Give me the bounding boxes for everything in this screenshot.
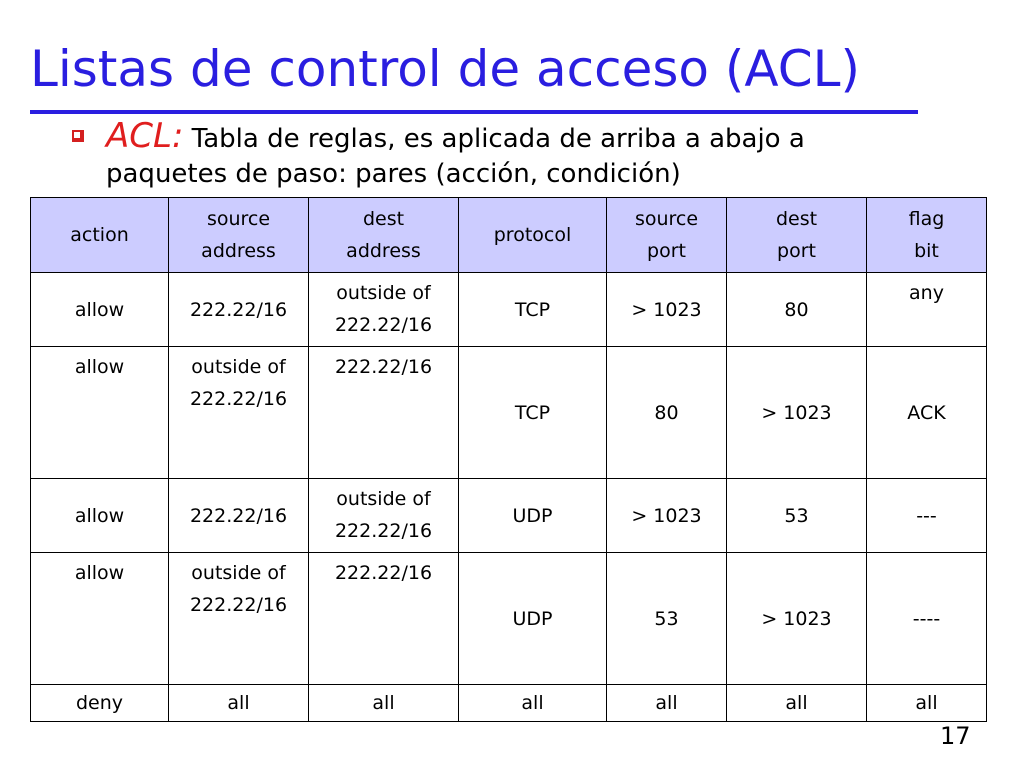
cell-text: > 1023 <box>761 607 832 630</box>
cell-text: all <box>227 692 250 714</box>
cell-text: all <box>785 692 808 714</box>
cell-text: 222.22/16 <box>334 562 433 584</box>
cell-source-port <box>607 273 727 347</box>
acl-table <box>30 197 987 722</box>
cell-text: outside of <box>191 356 286 378</box>
cell-protocol <box>459 685 607 722</box>
cell-flag-bit <box>867 347 987 479</box>
cell-text: 222.22/16 <box>189 504 288 527</box>
header-source-address <box>169 198 309 273</box>
cell-dest-address <box>309 273 459 347</box>
cell-text: 222.22/16 <box>189 388 288 410</box>
bullet-key: ACL: <box>106 116 184 156</box>
cell-dest-port <box>727 347 867 479</box>
cell-text: 222.22/16 <box>189 594 288 616</box>
cell-text: allow <box>74 504 125 527</box>
cell-source-port <box>607 479 727 553</box>
header-dest-address <box>309 198 459 273</box>
header-text: port <box>777 240 816 262</box>
cell-text: outside of <box>336 282 431 304</box>
cell-text: UDP <box>512 607 553 630</box>
cell-text: ACK <box>907 401 946 424</box>
cell-action <box>31 553 169 685</box>
table-row <box>31 347 987 479</box>
cell-text: TCP <box>514 401 551 424</box>
cell-flag-bit <box>867 273 987 347</box>
cell-text: 222.22/16 <box>334 356 433 378</box>
cell-source-address <box>169 273 309 347</box>
header-text: dest <box>775 208 818 230</box>
title-underline <box>30 110 918 114</box>
cell-text: ---- <box>912 607 941 630</box>
cell-text: all <box>655 692 678 714</box>
cell-dest-port <box>727 685 867 722</box>
cell-text: all <box>372 692 395 714</box>
cell-action <box>31 685 169 722</box>
cell-text: all <box>521 692 544 714</box>
cell-source-address <box>169 347 309 479</box>
cell-text: 222.22/16 <box>334 314 433 336</box>
cell-text: > 1023 <box>761 401 832 424</box>
cell-source-address <box>169 685 309 722</box>
cell-source-port <box>607 553 727 685</box>
cell-dest-port <box>727 479 867 553</box>
table-row <box>31 553 987 685</box>
cell-flag-bit <box>867 479 987 553</box>
header-flag-bit <box>867 198 987 273</box>
cell-source-address <box>169 553 309 685</box>
cell-text: 80 <box>654 401 679 424</box>
table-row <box>31 479 987 553</box>
slide-title: Listas de control de acceso (ACL) <box>30 40 861 98</box>
cell-protocol <box>459 273 607 347</box>
cell-text: allow <box>74 298 125 321</box>
table-header-row <box>31 198 987 273</box>
cell-action <box>31 273 169 347</box>
header-text: source <box>206 208 271 230</box>
cell-protocol <box>459 479 607 553</box>
cell-text: 80 <box>784 298 809 321</box>
cell-text: outside of <box>336 488 431 510</box>
cell-dest-port <box>727 273 867 347</box>
cell-text: deny <box>75 692 124 714</box>
cell-text: 53 <box>784 504 809 527</box>
checkbox-bullet-icon <box>72 130 84 142</box>
bullet-text-line2: paquetes de paso: pares (acción, condición) <box>106 159 681 189</box>
cell-text: outside of <box>191 562 286 584</box>
header-dest-port <box>727 198 867 273</box>
header-text: dest <box>362 208 405 230</box>
header-text: address <box>346 240 421 262</box>
header-text: port <box>647 240 686 262</box>
table-row <box>31 685 987 722</box>
cell-dest-port <box>727 553 867 685</box>
header-protocol <box>459 198 607 273</box>
cell-text: allow <box>74 356 125 378</box>
cell-dest-address <box>309 479 459 553</box>
cell-text: --- <box>916 504 937 527</box>
cell-flag-bit <box>867 685 987 722</box>
cell-dest-address <box>309 553 459 685</box>
cell-text: 53 <box>654 607 679 630</box>
cell-text: all <box>915 692 938 714</box>
cell-text: any <box>909 282 944 304</box>
table-row <box>31 273 987 347</box>
cell-text: > 1023 <box>631 298 702 321</box>
header-text: bit <box>914 240 939 262</box>
cell-source-address <box>169 479 309 553</box>
header-text: source <box>634 208 699 230</box>
cell-source-port <box>607 685 727 722</box>
cell-source-port <box>607 347 727 479</box>
cell-text: 222.22/16 <box>334 520 433 542</box>
header-source-port <box>607 198 727 273</box>
cell-text: TCP <box>514 298 551 321</box>
cell-flag-bit <box>867 553 987 685</box>
header-text: action <box>70 224 129 246</box>
cell-dest-address <box>309 685 459 722</box>
header-text: protocol <box>493 224 572 246</box>
cell-action <box>31 347 169 479</box>
cell-protocol <box>459 553 607 685</box>
cell-text: allow <box>74 562 125 584</box>
header-text: address <box>201 240 276 262</box>
cell-dest-address <box>309 347 459 479</box>
header-action <box>31 198 169 273</box>
cell-text: UDP <box>512 504 553 527</box>
cell-text: > 1023 <box>631 504 702 527</box>
cell-text: 222.22/16 <box>189 298 288 321</box>
bullet-text: Tabla de reglas, es aplicada de arriba a abajo a <box>191 124 805 154</box>
header-text: flag <box>908 208 945 230</box>
cell-protocol <box>459 347 607 479</box>
cell-action <box>31 479 169 553</box>
bullet-text-line1 <box>106 118 805 157</box>
page-number: 17 <box>940 722 971 750</box>
